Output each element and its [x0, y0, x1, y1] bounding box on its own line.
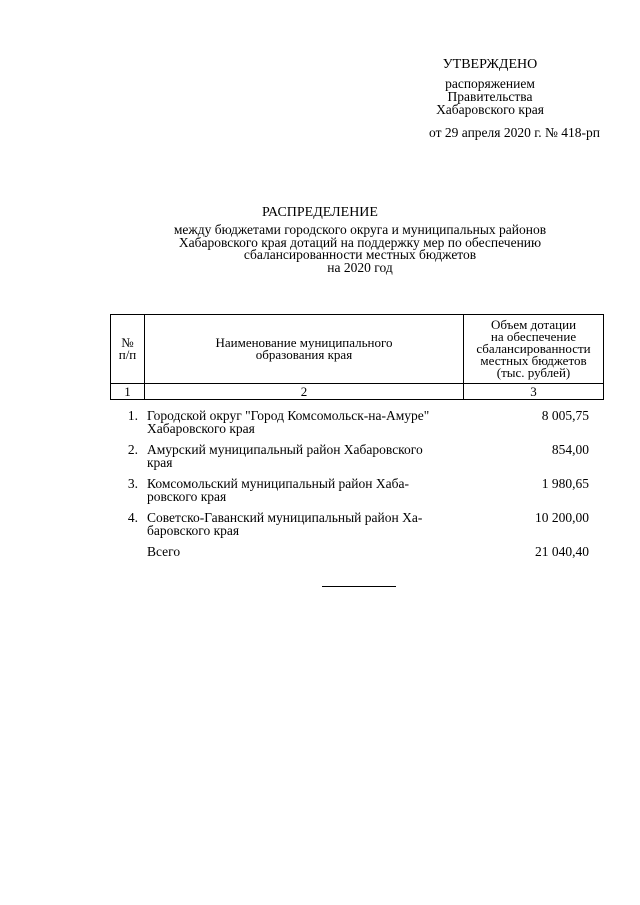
row-number: 1.	[127, 408, 138, 423]
subtitle-line: сбалансированности местных бюджетов	[243, 247, 477, 262]
row-number: 3.	[127, 476, 138, 491]
table-row	[110, 410, 602, 435]
row-name: Городской округ "Город Комсомольск-на-Амуре" Хабаровского края	[147, 408, 430, 436]
row-number: 2.	[127, 442, 138, 457]
approval-block	[380, 57, 600, 140]
table-header	[110, 314, 604, 400]
table-row	[110, 512, 602, 537]
row-name: Комсомольский муниципальный район Хаба- ровского края	[147, 476, 409, 504]
row-name: Советско-Гаванский муниципальный район Ха- баровского края	[147, 510, 423, 538]
table-row	[110, 478, 602, 503]
total-label: Всего	[147, 544, 181, 559]
subtitle-line: Хабаровского края дотаций на поддержку мер по обеспечению	[178, 234, 542, 250]
header-amount: Объем дотации на обеспечение сбалансированности местных бюджетов (тыс. рублей)	[464, 315, 604, 384]
document-title: РАСПРЕДЕЛЕНИЕ	[262, 205, 378, 220]
approval-date: от 29 апреля 2020 г. № 418-рп	[429, 125, 600, 140]
total-value: 21 040,40	[535, 544, 589, 559]
row-value: 854,00	[551, 442, 589, 457]
column-number: 1	[111, 384, 145, 400]
approval-line: Хабаровского края	[436, 102, 544, 117]
row-value: 8 005,75	[541, 408, 589, 423]
approval-heading: УТВЕРЖДЕНО	[442, 57, 538, 72]
closing-rule	[322, 586, 396, 587]
row-value: 1 980,65	[541, 476, 589, 491]
row-value: 10 200,00	[535, 510, 589, 525]
header-name: Наименование муниципального образования края	[145, 315, 464, 384]
approval-line: Правительства	[447, 89, 533, 104]
table-body	[110, 410, 602, 568]
subtitle-line: на 2020 год	[327, 259, 393, 275]
row-name: Амурский муниципальный район Хабаровского края	[147, 442, 423, 470]
column-number: 2	[145, 384, 464, 400]
total-row	[110, 546, 602, 559]
column-number: 3	[464, 384, 604, 400]
row-number: 4.	[127, 510, 138, 525]
table-row	[110, 444, 602, 469]
approval-line: распоряжением	[445, 76, 535, 91]
subtitle-line: между бюджетами городского округа и муниципальных районов	[173, 222, 547, 237]
header-number: № п/п	[111, 315, 145, 384]
document-subtitle	[110, 224, 610, 274]
